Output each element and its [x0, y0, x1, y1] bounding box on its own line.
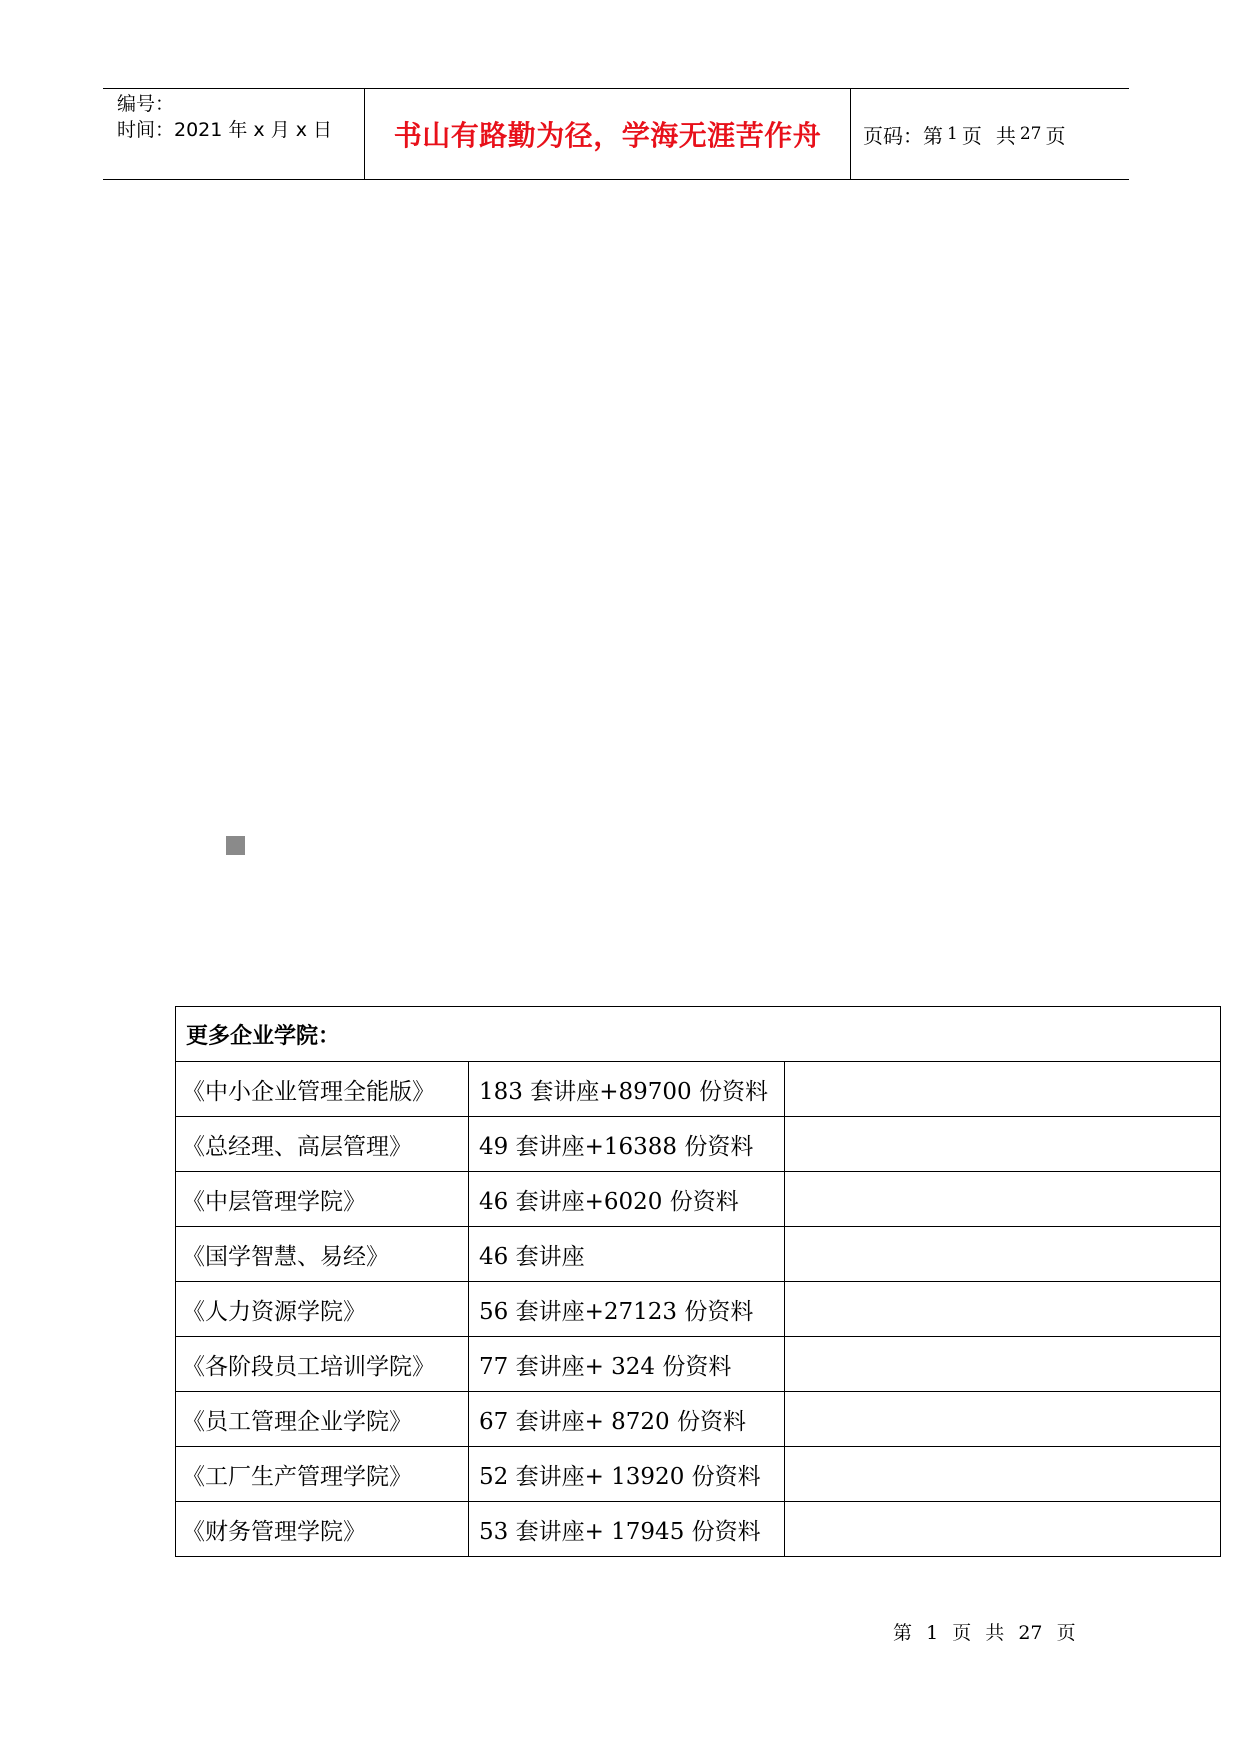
course-extra-cell [785, 1282, 1221, 1337]
square-bullet-icon [226, 836, 245, 855]
footer-word-ye-end: 页 [1056, 1622, 1076, 1644]
course-content-cell: 67 套讲座+ 8720 份资料 [469, 1392, 785, 1447]
course-extra-cell [785, 1062, 1221, 1117]
footer-current-page: 1 [926, 1622, 939, 1644]
course-content-cell: 52 套讲座+ 13920 份资料 [469, 1447, 785, 1502]
course-name-cell: 《总经理、高层管理》 [176, 1117, 469, 1172]
course-content-cell: 183 套讲座+89700 份资料 [469, 1062, 785, 1117]
course-name-cell: 《工厂生产管理学院》 [176, 1447, 469, 1502]
course-extra-cell [785, 1172, 1221, 1227]
page-current: 1 [947, 124, 958, 144]
course-name-cell: 《员工管理企业学院》 [176, 1392, 469, 1447]
page-mid: 页 [961, 123, 982, 148]
page-footer [893, 1618, 1084, 1645]
header-meta-cell [103, 89, 365, 179]
course-content-cell: 53 套讲座+ 17945 份资料 [469, 1502, 785, 1557]
footer-word-gong: 共 [985, 1622, 1005, 1644]
course-extra-cell [785, 1117, 1221, 1172]
course-name-cell: 《财务管理学院》 [176, 1502, 469, 1557]
footer-word-ye: 页 [952, 1622, 972, 1644]
table-row [176, 1117, 1221, 1172]
table-title: 更多企业学院： [176, 1007, 1221, 1062]
course-name-cell: 《人力资源学院》 [176, 1282, 469, 1337]
course-extra-cell [785, 1447, 1221, 1502]
table-header-row [176, 1007, 1221, 1062]
course-extra-cell [785, 1502, 1221, 1557]
page-prefix: 页码：第 [863, 123, 943, 148]
table-row [176, 1337, 1221, 1392]
page-suffix: 页 [1045, 123, 1066, 148]
course-content-cell: 46 套讲座+6020 份资料 [469, 1172, 785, 1227]
table-row [176, 1502, 1221, 1557]
table-row [176, 1227, 1221, 1282]
course-name-cell: 《中小企业管理全能版》 [176, 1062, 469, 1117]
course-name-cell: 《国学智慧、易经》 [176, 1227, 469, 1282]
table-row [176, 1172, 1221, 1227]
course-extra-cell [785, 1337, 1221, 1392]
course-extra-cell [785, 1392, 1221, 1447]
header-page-info [851, 89, 1129, 179]
page-header [103, 88, 1129, 180]
page-total-prefix: 共 [995, 123, 1016, 148]
page-total: 27 [1019, 124, 1042, 144]
header-slogan: 书山有路勤为径，学海无涯苦作舟 [365, 89, 851, 179]
course-content-cell: 46 套讲座 [469, 1227, 785, 1282]
course-content-cell: 49 套讲座+16388 份资料 [469, 1117, 785, 1172]
course-content-cell: 77 套讲座+ 324 份资料 [469, 1337, 785, 1392]
course-name-cell: 《各阶段员工培训学院》 [176, 1337, 469, 1392]
footer-total-pages: 27 [1018, 1622, 1043, 1644]
course-name-cell: 《中层管理学院》 [176, 1172, 469, 1227]
doc-time-label: 时间：2021 年 x 月 x 日 [117, 119, 333, 141]
table-row [176, 1447, 1221, 1502]
doc-number-label: 编号： [117, 93, 175, 115]
course-extra-cell [785, 1227, 1221, 1282]
footer-word-di: 第 [893, 1622, 913, 1644]
table-row [176, 1282, 1221, 1337]
table-row [176, 1392, 1221, 1447]
table-row [176, 1062, 1221, 1117]
course-content-cell: 56 套讲座+27123 份资料 [469, 1282, 785, 1337]
course-table [175, 1006, 1221, 1557]
